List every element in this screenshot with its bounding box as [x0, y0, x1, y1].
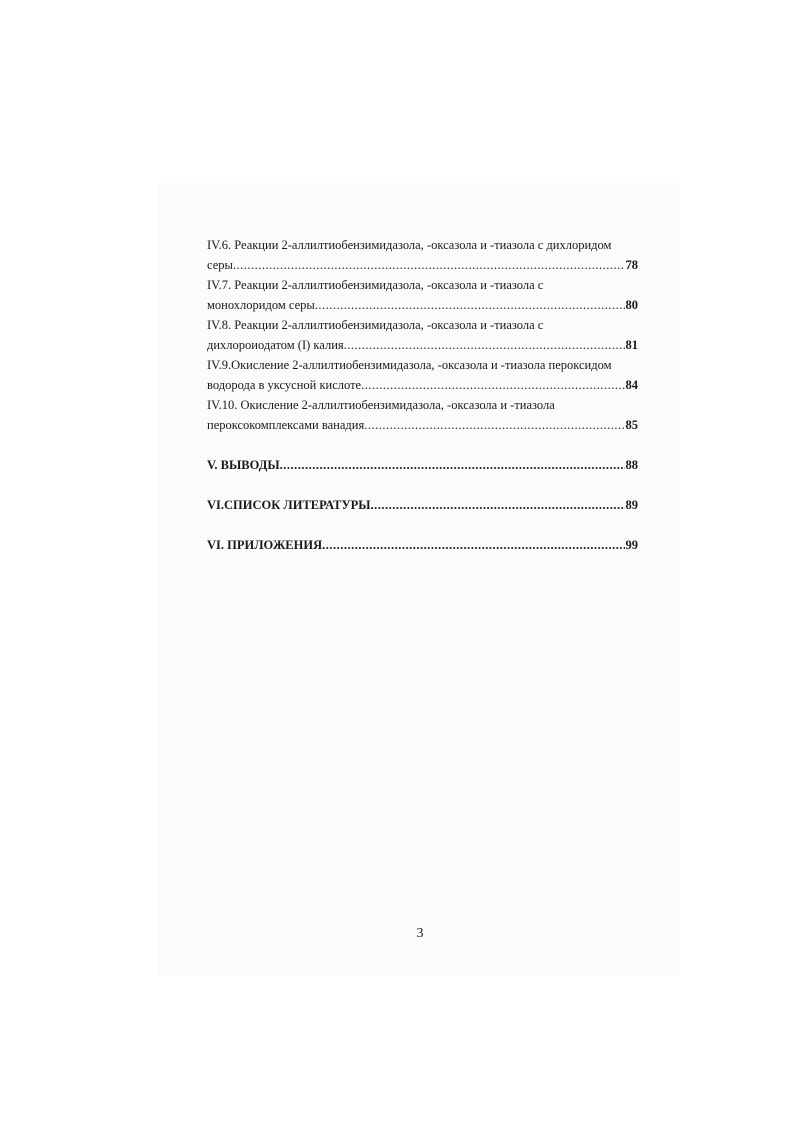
table-of-contents — [207, 235, 638, 555]
page-number: 3 — [416, 926, 424, 941]
toc-section-title: VI.СПИСОК ЛИТЕРАТУРЫ — [207, 498, 371, 512]
toc-page-number: 85 — [625, 418, 638, 432]
leader-dots — [280, 455, 625, 475]
toc-entry-title: IV.7. Реакции 2-аллилтиобензимидазола, -оксазола и -тиазола с — [207, 278, 544, 292]
toc-page-number: 78 — [625, 258, 638, 272]
toc-section-conclusions[interactable] — [207, 455, 638, 475]
toc-section-title: V. ВЫВОДЫ — [207, 458, 280, 472]
toc-entry-title-cont: пероксокомплексами ванадия — [207, 418, 365, 432]
toc-entry-iv10[interactable] — [207, 395, 638, 435]
toc-page-number: 81 — [625, 338, 638, 352]
toc-entry-title-cont: монохлоридом серы — [207, 298, 315, 312]
leader-dots — [364, 415, 624, 435]
leader-dots — [344, 335, 625, 355]
toc-page-number: 99 — [625, 538, 638, 552]
leader-dots — [322, 535, 624, 555]
toc-entry-title-cont: водорода в уксусной кислоте — [207, 378, 362, 392]
toc-entry-iv6[interactable] — [207, 235, 638, 275]
leader-dots — [315, 295, 625, 315]
toc-entry-iv9[interactable] — [207, 355, 638, 395]
leader-dots — [361, 375, 624, 395]
toc-section-title: VI. ПРИЛОЖЕНИЯ — [207, 538, 323, 552]
toc-entry-title: IV.8. Реакции 2-аллилтиобензимидазола, -оксазола и -тиазола с — [207, 318, 544, 332]
toc-entry-iv8[interactable] — [207, 315, 638, 355]
leader-dots — [233, 255, 625, 275]
toc-section-appendices[interactable] — [207, 535, 638, 555]
toc-entry-title: IV.10. Окисление 2-аллилтиобензимидазола, -оксазола и -тиазола — [207, 398, 555, 412]
toc-page-number: 80 — [625, 298, 638, 312]
toc-entry-title: IV.9.Окисление 2-аллилтиобензимидазола, -оксазола и -тиазола пероксидом — [207, 358, 612, 372]
toc-page-number: 88 — [625, 458, 638, 472]
toc-entry-iv7[interactable] — [207, 275, 638, 315]
leader-dots — [371, 495, 625, 515]
toc-page-number: 84 — [625, 378, 638, 392]
toc-entry-title: IV.6. Реакции 2-аллилтиобензимидазола, -оксазола и -тиазола с дихлоридом — [207, 238, 612, 252]
toc-entry-title-cont: дихлороиодатом (I) калия — [207, 338, 344, 352]
toc-page-number: 89 — [625, 498, 638, 512]
toc-section-references[interactable] — [207, 495, 638, 515]
toc-entry-title-cont: серы — [207, 258, 233, 272]
